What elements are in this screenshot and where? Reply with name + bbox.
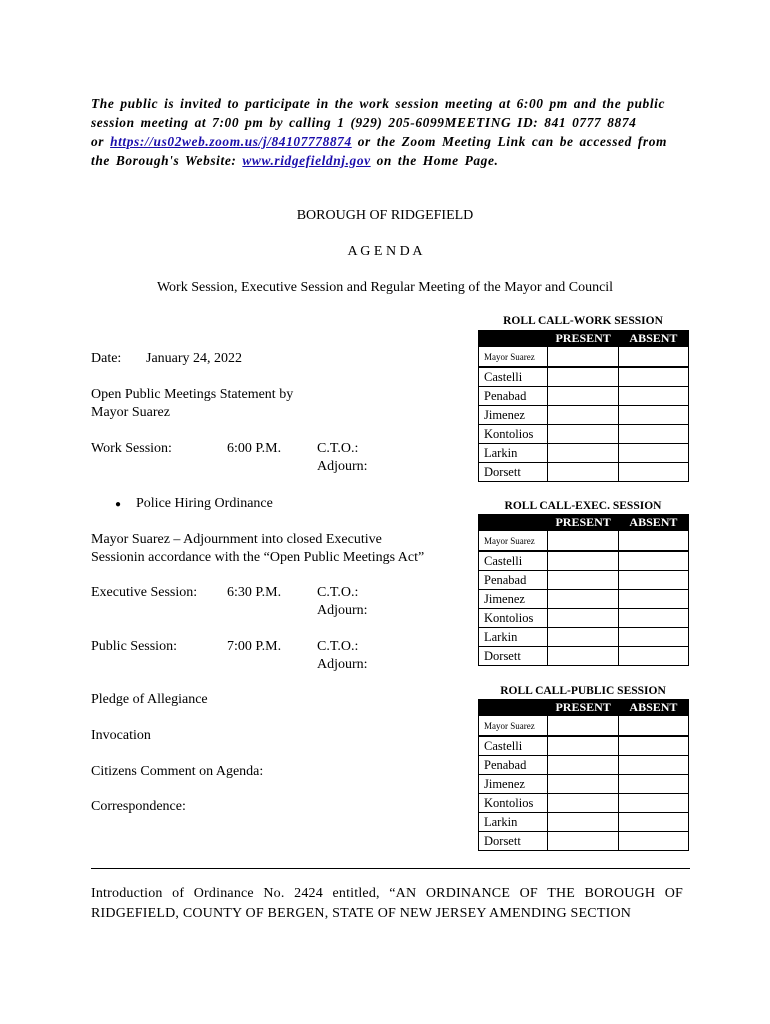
- rollcall-row: [479, 387, 689, 406]
- work-session-time: 6:00 P.M.: [227, 441, 282, 456]
- police-hiring-item: Police Hiring Ordinance: [136, 496, 273, 511]
- absent-cell[interactable]: [618, 425, 688, 444]
- member-name: Jimenez: [479, 775, 548, 794]
- citizens-comment-item: Citizens Comment on Agenda:: [91, 764, 264, 779]
- absent-cell[interactable]: [618, 444, 688, 463]
- absent-cell[interactable]: [618, 463, 688, 482]
- rollcall-row: [479, 775, 689, 794]
- member-name: Castelli: [479, 736, 548, 756]
- present-header: PRESENT: [548, 700, 618, 716]
- present-cell[interactable]: [548, 716, 618, 737]
- work-session-cto: C.T.O.:: [317, 441, 359, 456]
- present-cell[interactable]: [548, 794, 618, 813]
- work-session-adjourn: Adjourn:: [317, 459, 368, 474]
- present-cell[interactable]: [548, 571, 618, 590]
- absent-cell[interactable]: [618, 832, 688, 851]
- present-cell[interactable]: [548, 590, 618, 609]
- absent-cell[interactable]: [618, 756, 688, 775]
- notice-mid: or the Zoom Meeting Link can be accessed from the Borough's Website:: [91, 134, 668, 168]
- present-cell[interactable]: [548, 775, 618, 794]
- absent-cell[interactable]: [618, 551, 688, 571]
- exec-session-time: 6:30 P.M.: [227, 585, 282, 600]
- rollcall-header-blank: [479, 331, 548, 347]
- absent-cell[interactable]: [618, 347, 688, 368]
- present-cell[interactable]: [548, 406, 618, 425]
- member-name: Penabad: [479, 571, 548, 590]
- member-name: Kontolios: [479, 794, 548, 813]
- member-name: Penabad: [479, 387, 548, 406]
- member-name: Larkin: [479, 813, 548, 832]
- rollcall-row: [479, 590, 689, 609]
- rollcall-public-title: ROLL CALL-PUBLIC SESSION: [500, 685, 666, 697]
- rollcall-row: [479, 571, 689, 590]
- public-session-cto: C.T.O.:: [317, 639, 359, 654]
- rollcall-row: [479, 609, 689, 628]
- absent-cell[interactable]: [618, 387, 688, 406]
- date-value: January 24, 2022: [146, 351, 243, 366]
- rollcall-row: [479, 647, 689, 666]
- member-name: Kontolios: [479, 609, 548, 628]
- present-cell[interactable]: [548, 628, 618, 647]
- rollcall-exec-title: ROLL CALL-EXEC. SESSION: [504, 500, 662, 512]
- opma-line-2: Mayor Suarez: [91, 405, 170, 420]
- absent-cell[interactable]: [618, 775, 688, 794]
- present-cell[interactable]: [548, 647, 618, 666]
- work-session-label: Work Session:: [91, 441, 172, 456]
- member-name: Mayor Suarez: [479, 531, 548, 552]
- present-cell[interactable]: [548, 813, 618, 832]
- bullet-icon: ●: [115, 499, 122, 510]
- zoom-link[interactable]: https://us02web.zoom.us/j/84107778874: [110, 134, 352, 149]
- present-cell[interactable]: [548, 463, 618, 482]
- ordinance-introduction: Introduction of Ordinance No. 2424 entitled, “AN ORDINANCE OF THE BOROUGH OF RIDGEFIELD, COUNTY OF BERGEN, STATE OF NEW JERSEY AMENDING SECTION: [91, 886, 683, 921]
- absent-cell[interactable]: [618, 531, 688, 552]
- rollcall-row: [479, 531, 689, 552]
- member-name: Castelli: [479, 551, 548, 571]
- notice-end: on the Home Page.: [370, 153, 499, 168]
- absent-cell[interactable]: [618, 813, 688, 832]
- rollcall-work-title: ROLL CALL-WORK SESSION: [503, 315, 663, 327]
- rollcall-work-table: [478, 330, 689, 482]
- rollcall-row: [479, 367, 689, 387]
- agenda-title: A G E N D A: [347, 244, 423, 259]
- rollcall-exec-table: [478, 514, 689, 666]
- invocation-item: Invocation: [91, 728, 151, 743]
- correspondence-item: Correspondence:: [91, 799, 186, 814]
- rollcall-row: [479, 832, 689, 851]
- rollcall-row: [479, 736, 689, 756]
- present-cell[interactable]: [548, 832, 618, 851]
- meeting-subtitle: Work Session, Executive Session and Regular Meeting of the Mayor and Council: [156, 280, 614, 295]
- absent-header: ABSENT: [618, 331, 688, 347]
- member-name: Dorsett: [479, 647, 548, 666]
- absent-cell[interactable]: [618, 406, 688, 425]
- member-name: Castelli: [479, 367, 548, 387]
- pledge-item: Pledge of Allegiance: [91, 692, 208, 707]
- rollcall-row: [479, 347, 689, 368]
- rollcall-public-table: [478, 699, 689, 851]
- exec-session-adjourn: Adjourn:: [317, 603, 368, 618]
- public-session-label: Public Session:: [91, 639, 177, 654]
- rollcall-row: [479, 444, 689, 463]
- date-label: Date:: [91, 351, 122, 366]
- rollcall-row: [479, 716, 689, 737]
- member-name: Larkin: [479, 628, 548, 647]
- notice-text: The public is invited to participate in the work session meeting at 6:00 pm and the public session meeting at 7:00 pm by calling 1 (929) 205-6099MEETING ID: 841 0777 8874: [91, 96, 666, 130]
- present-cell[interactable]: [548, 387, 618, 406]
- absent-cell[interactable]: [618, 736, 688, 756]
- member-name: Jimenez: [479, 406, 548, 425]
- member-name: Dorsett: [479, 832, 548, 851]
- exec-session-label: Executive Session:: [91, 585, 198, 600]
- present-cell[interactable]: [548, 444, 618, 463]
- notice-or: or: [91, 134, 111, 149]
- present-cell[interactable]: [548, 736, 618, 756]
- rollcall-row: [479, 551, 689, 571]
- absent-cell[interactable]: [618, 628, 688, 647]
- borough-title: BOROUGH OF RIDGEFIELD: [296, 208, 474, 223]
- present-cell[interactable]: [548, 425, 618, 444]
- absent-cell[interactable]: [618, 647, 688, 666]
- absent-cell[interactable]: [618, 571, 688, 590]
- present-cell[interactable]: [548, 347, 618, 368]
- absent-header: ABSENT: [618, 515, 688, 531]
- public-notice: [91, 94, 683, 170]
- closed-session-line-1: Mayor Suarez – Adjournment into closed Executive: [91, 532, 382, 547]
- absent-cell[interactable]: [618, 367, 688, 387]
- present-cell[interactable]: [548, 367, 618, 387]
- public-session-adjourn: Adjourn:: [317, 657, 368, 672]
- present-header: PRESENT: [548, 331, 618, 347]
- member-name: Kontolios: [479, 425, 548, 444]
- present-cell[interactable]: [548, 609, 618, 628]
- rollcall-row: [479, 628, 689, 647]
- member-name: Mayor Suarez: [479, 347, 548, 368]
- present-cell[interactable]: [548, 551, 618, 571]
- member-name: Penabad: [479, 756, 548, 775]
- rollcall-row: [479, 406, 689, 425]
- rollcall-row: [479, 813, 689, 832]
- rollcall-header-blank: [479, 700, 548, 716]
- public-session-time: 7:00 P.M.: [227, 639, 282, 654]
- member-name: Dorsett: [479, 463, 548, 482]
- opma-line-1: Open Public Meetings Statement by: [91, 387, 294, 402]
- borough-website-link[interactable]: www.ridgefieldnj.gov: [242, 153, 371, 168]
- rollcall-row: [479, 756, 689, 775]
- section-divider: [91, 868, 690, 869]
- absent-cell[interactable]: [618, 794, 688, 813]
- member-name: Jimenez: [479, 590, 548, 609]
- exec-session-cto: C.T.O.:: [317, 585, 359, 600]
- rollcall-row: [479, 794, 689, 813]
- absent-cell[interactable]: [618, 590, 688, 609]
- rollcall-row: [479, 463, 689, 482]
- present-cell[interactable]: [548, 531, 618, 552]
- rollcall-header-blank: [479, 515, 548, 531]
- closed-session-line-2: Sessionin accordance with the “Open Public Meetings Act”: [91, 550, 425, 565]
- member-name: Larkin: [479, 444, 548, 463]
- absent-cell[interactable]: [618, 609, 688, 628]
- absent-header: ABSENT: [618, 700, 688, 716]
- member-name: Mayor Suarez: [479, 716, 548, 737]
- rollcall-row: [479, 425, 689, 444]
- present-header: PRESENT: [548, 515, 618, 531]
- absent-cell[interactable]: [618, 716, 688, 737]
- present-cell[interactable]: [548, 756, 618, 775]
